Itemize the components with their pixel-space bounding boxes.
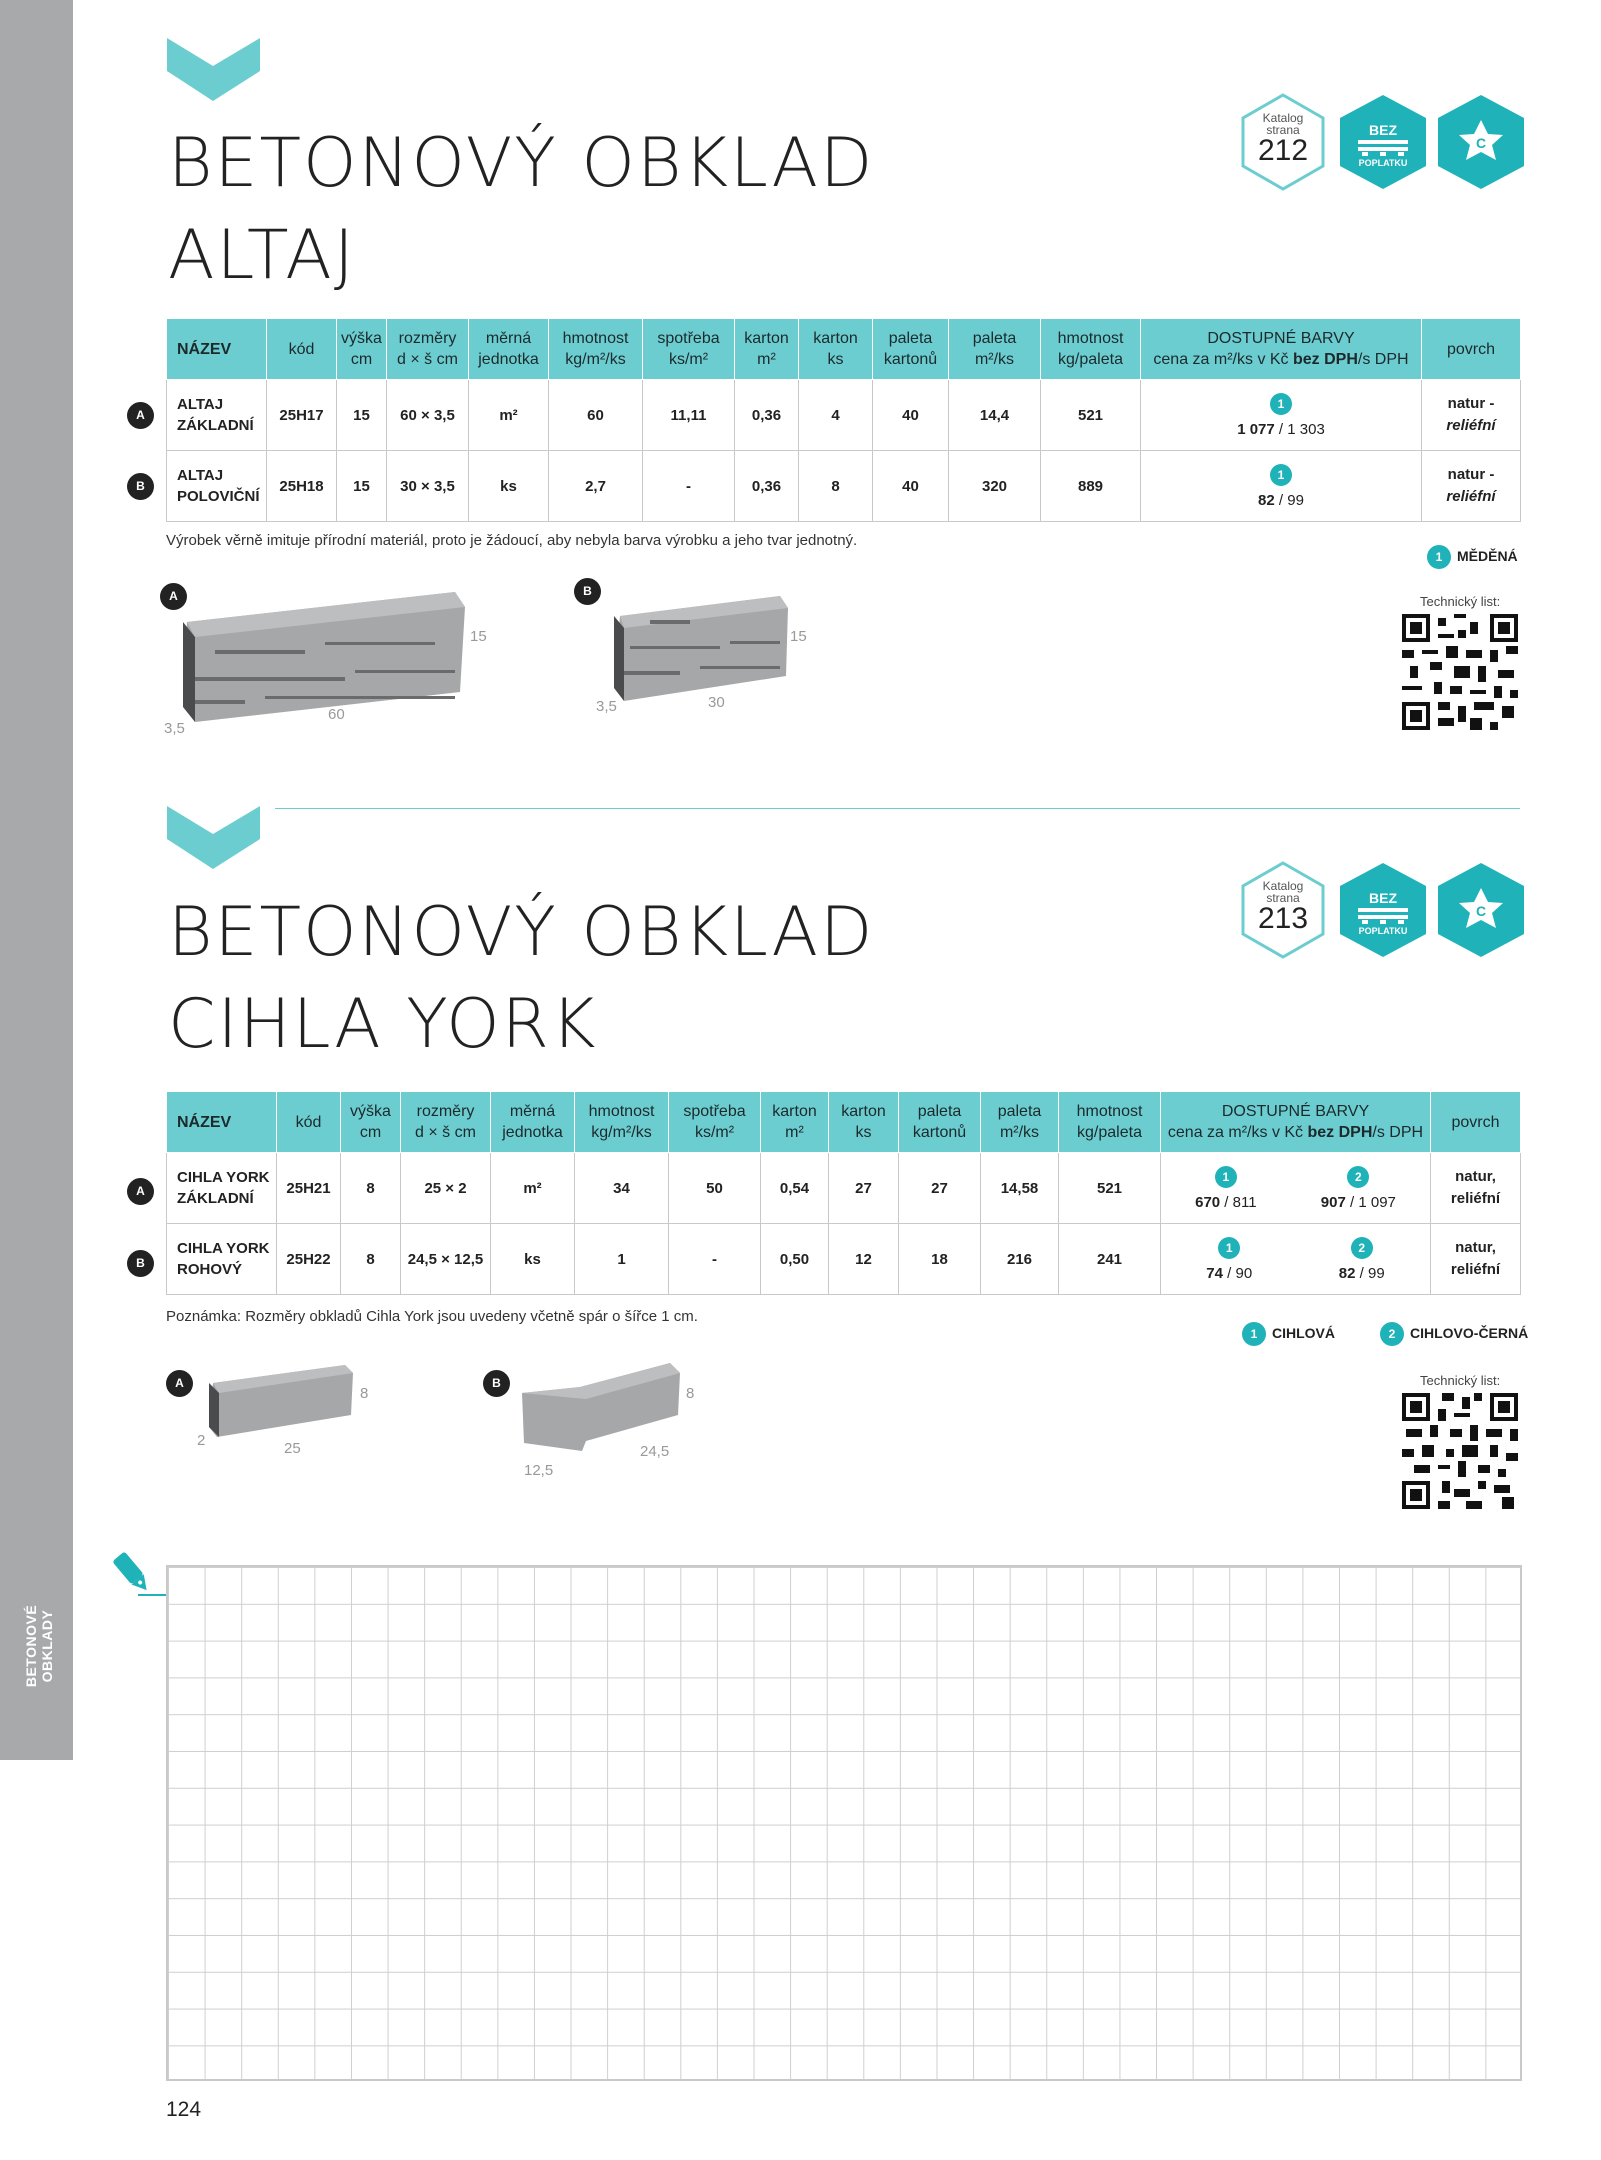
note: Poznámka: Rozměry obkladů Cihla York jsou uvedeny včetně spár o šířce 1 cm. bbox=[166, 1308, 698, 1325]
bez-poplatku-badge: BEZ POPLATKU bbox=[1338, 860, 1428, 960]
sidebar-label: BETONOVÉ OBKLADY bbox=[23, 1604, 55, 1688]
badges bbox=[1238, 92, 1526, 192]
pallet-icon bbox=[1338, 92, 1428, 192]
catalog-page-badge: Katalog strana 213 bbox=[1238, 860, 1328, 960]
image-mark: A bbox=[160, 583, 187, 610]
catalog-page-badge: Katalog strana 212 bbox=[1238, 92, 1328, 192]
chevron-down-icon bbox=[167, 806, 260, 869]
catalog-page-number: 213 bbox=[1257, 902, 1309, 935]
color-legend: 2 CIHLOVO-ČERNÁ bbox=[1380, 1320, 1528, 1346]
cihla-york-corner-image bbox=[520, 1363, 682, 1453]
star-c-badge bbox=[1436, 92, 1526, 192]
qr-code-icon[interactable] bbox=[1402, 614, 1518, 730]
altaj-half-image bbox=[610, 596, 790, 701]
svg-text:C: C bbox=[1475, 903, 1487, 919]
image-mark: A bbox=[166, 1370, 193, 1397]
row-mark: A bbox=[127, 1178, 154, 1205]
product-title: BETONOVÝ OBKLAD ALTAJ bbox=[168, 124, 875, 295]
dim-depth: 3,5 bbox=[596, 698, 617, 715]
color-number-badge: 2 bbox=[1351, 1237, 1373, 1259]
dim-height: 15 bbox=[470, 628, 487, 645]
dim-length: 60 bbox=[328, 706, 345, 723]
table-row: CIHLA YORK ZÁKLADNÍ 25H21 8 25 × 2 m² 34 50 0,54 27 27 14,58 521 1 670 / 811 2 907 / 1 097 natur, reliéfní bbox=[167, 1153, 1521, 1224]
page-number: 124 bbox=[166, 2098, 202, 2121]
note: Výrobek věrně imituje přírodní materiál, proto je žádoucí, aby nebyla barva výrobku a jeho tvar jednotný. bbox=[166, 532, 858, 549]
badges bbox=[1238, 860, 1526, 960]
product-table-cihla-york bbox=[166, 1091, 1521, 1295]
qr-code-icon[interactable] bbox=[1402, 1393, 1518, 1509]
sidebar bbox=[0, 0, 73, 1760]
price-cell: 1 82 / 99 bbox=[1141, 451, 1422, 522]
color-number-badge: 1 bbox=[1215, 1166, 1237, 1188]
dim-height: 8 bbox=[360, 1385, 369, 1402]
color-number-badge: 1 bbox=[1218, 1237, 1240, 1259]
table-header: NÁZEV kód výška cm rozměry d × š cm měrná jednotka hmotnost kg/m²/ks spotřeba ks/m² karton m² karton ks paleta kartonů paleta m²/ks hmotnost kg/paleta DOSTUPNÉ BARVY cena za m²/ks v Kč bez DPH/s DPH povrch bbox=[167, 1092, 1521, 1153]
price-cell: 1 74 / 90 2 82 / 99 bbox=[1161, 1224, 1431, 1295]
dim-height: 15 bbox=[790, 628, 807, 645]
dim-length: 30 bbox=[708, 694, 725, 711]
chevron-down-icon bbox=[167, 38, 260, 101]
svg-text:C: C bbox=[1475, 135, 1487, 151]
image-mark: B bbox=[483, 1370, 510, 1397]
dim-length: 24,5 bbox=[640, 1443, 670, 1460]
table-row: CIHLA YORK ROHOVÝ 25H22 8 24,5 × 12,5 ks 1 - 0,50 12 18 216 241 1 74 / 90 2 82 / 99 natur, reliéfní bbox=[167, 1224, 1521, 1295]
row-mark: A bbox=[127, 402, 154, 429]
dim-height: 8 bbox=[686, 1385, 695, 1402]
pen-icon bbox=[110, 1548, 166, 1600]
color-number-badge: 1 bbox=[1270, 393, 1292, 415]
altaj-basic-image bbox=[175, 582, 465, 722]
dim-width: 12,5 bbox=[524, 1462, 554, 1479]
row-mark: B bbox=[127, 473, 154, 500]
image-mark: B bbox=[574, 578, 601, 605]
color-number-badge: 2 bbox=[1347, 1166, 1369, 1188]
color-legend: 1 MĚDĚNÁ bbox=[1427, 543, 1518, 569]
product-title: BETONOVÝ OBKLAD CIHLA YORK bbox=[168, 893, 875, 1064]
price-cell: 1 670 / 811 2 907 / 1 097 bbox=[1161, 1153, 1431, 1224]
tech-sheet-label: Technický list: bbox=[1420, 1373, 1501, 1388]
pallet-icon bbox=[1338, 860, 1428, 960]
notes-grid[interactable] bbox=[166, 1565, 1522, 2081]
dim-depth: 2 bbox=[197, 1432, 206, 1449]
dim-depth: 3,5 bbox=[164, 720, 185, 737]
star-c-icon bbox=[1436, 92, 1526, 192]
tech-sheet-label: Technický list: bbox=[1420, 594, 1501, 609]
product-table-altaj bbox=[166, 318, 1521, 522]
table-row: ALTAJ ZÁKLADNÍ 25H17 15 60 × 3,5 m² 60 11,11 0,36 4 40 14,4 521 1 1 077 / 1 303 natur - reliéfní bbox=[167, 380, 1521, 451]
dim-length: 25 bbox=[284, 1440, 301, 1457]
table-row: ALTAJ POLOVIČNÍ 25H18 15 30 × 3,5 ks 2,7 - 0,36 8 40 320 889 1 82 / 99 natur - reliéfní bbox=[167, 451, 1521, 522]
section-divider bbox=[275, 808, 1520, 809]
catalog-page-number: 212 bbox=[1257, 134, 1309, 167]
table-header: NÁZEV kód výška cm rozměry d × š cm měrná jednotka hmotnost kg/m²/ks spotřeba ks/m² karton m² karton ks paleta kartonů paleta m²/ks hmotnost kg/paleta DOSTUPNÉ BARVY cena za m²/ks v Kč bez DPH/s DPH povrch bbox=[167, 319, 1521, 380]
star-c-icon bbox=[1436, 860, 1526, 960]
price-cell: 1 1 077 / 1 303 bbox=[1141, 380, 1422, 451]
star-c-badge bbox=[1436, 860, 1526, 960]
color-legend: 1 CIHLOVÁ bbox=[1242, 1320, 1335, 1346]
row-mark: B bbox=[127, 1250, 154, 1277]
bez-poplatku-badge: BEZ POPLATKU bbox=[1338, 92, 1428, 192]
color-number-badge: 1 bbox=[1270, 464, 1292, 486]
cihla-york-basic-image bbox=[205, 1365, 355, 1440]
